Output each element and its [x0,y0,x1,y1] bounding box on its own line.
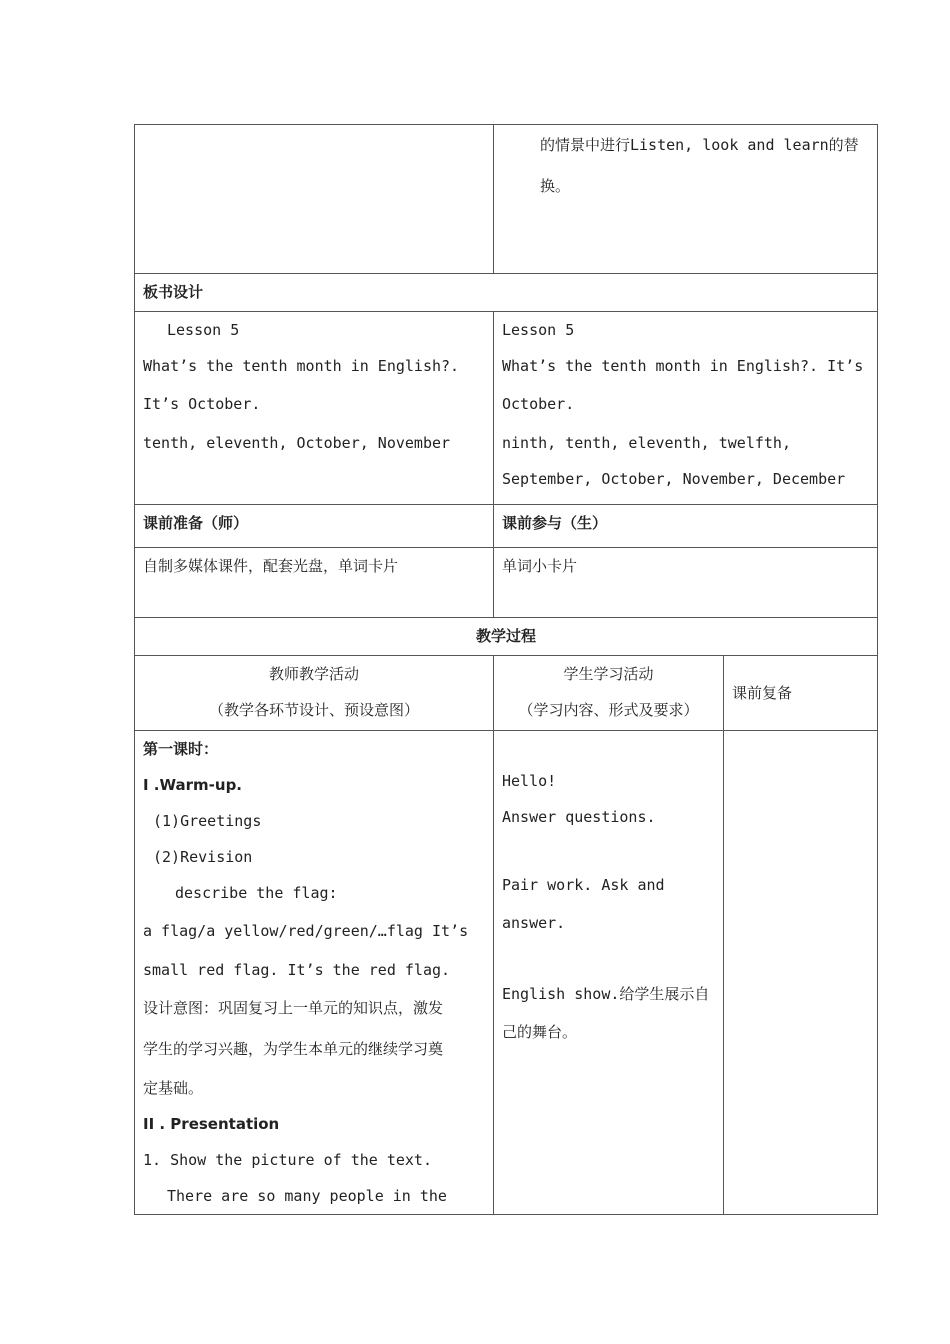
board-design-heading-row [135,274,878,312]
continuation-line-2: 换。 [540,177,571,195]
student-pair-work-2: answer. [502,914,566,932]
design-intent-line-2: 学生的学习兴趣，为学生本单元的继续学习奠 [143,1040,444,1058]
student-english-show-1: English show.给学生展示自 [502,985,710,1003]
board-left-lesson: Lesson 5 [167,321,240,339]
spacer [502,731,715,763]
student-activity-content [494,731,724,1215]
process-heading-row [135,618,878,656]
teacher-preparation-heading: 课前准备（师） [135,505,494,548]
notes-header [724,656,878,731]
student-activity-header [494,656,724,731]
board-right-lesson: Lesson 5 [502,321,575,339]
show-picture-step: 1. Show the picture of the text. [143,1151,432,1169]
board-right-answer: October. [502,395,575,413]
spacer [502,944,715,976]
process-heading: 教学过程 [135,618,878,656]
greetings-step: (1)Greetings [153,812,262,830]
many-people-line: There are so many people in the [167,1187,447,1205]
student-activity-subtitle: （学习内容、形式及要求） [518,701,699,719]
student-hello: Hello! [502,772,557,790]
board-design-left-cell [135,312,494,505]
revision-step: (2)Revision [153,848,253,866]
student-preparation-heading: 课前参与（生） [494,505,878,548]
teacher-preparation-content: 自制多媒体课件，配套光盘，单词卡片 [135,548,494,618]
lesson-content-row [135,731,878,1215]
lesson-plan-table [134,124,878,1215]
preparation-heading-row [135,505,878,548]
board-left-answer: It’s October. [143,395,261,413]
board-left-words: tenth, eleventh, October, November [143,434,451,452]
notes-content [724,731,878,1215]
design-intent-line-3: 定基础。 [143,1079,204,1097]
board-left-question: What’s the tenth month in English?. [143,357,460,375]
board-design-right-cell [494,312,878,505]
student-preparation-content: 单词小卡片 [494,548,878,618]
board-design-content-row [135,312,878,505]
teacher-activity-subtitle: （教学各环节设计、预设意图） [208,701,419,719]
student-activity-title: 学生学习活动 [563,665,654,683]
warmup-title: I .Warm-up. [143,776,243,794]
presentation-title: II . Presentation [143,1115,280,1133]
teacher-activity-title: 教师教学活动 [268,665,359,683]
design-intent-line-1: 设计意图：巩固复习上一单元的知识点，激发 [143,999,444,1017]
flags-line-1: a flag/a yellow/red/green/…flag It’s [143,922,469,940]
board-right-question: What’s the tenth month in English?. It’s [502,357,864,375]
notes-header-title: 课前复备 [732,684,793,702]
flags-line-2: small red flag. It’s the red flag. [143,961,451,979]
student-answer-questions: Answer questions. [502,808,656,826]
continuation-row [135,125,878,274]
spacer [502,835,715,867]
teacher-activity-header [135,656,494,731]
student-english-show-2: 己的舞台。 [502,1023,578,1041]
process-column-header-row [135,656,878,731]
board-design-heading: 板书设计 [135,274,878,312]
preparation-content-row [135,548,878,618]
continuation-left-cell [135,125,494,274]
describe-flag-line: describe the flag: [175,884,338,902]
teacher-activity-content [135,731,494,1215]
period-title: 第一课时： [143,740,219,758]
continuation-right-cell [494,125,878,274]
board-right-ordinals: ninth, tenth, eleventh, twelfth, [502,434,791,452]
board-right-months: September, October, November, December [502,470,846,488]
continuation-line-1: 的情景中进行Listen, look and learn的替 [540,136,859,154]
student-pair-work-1: Pair work. Ask and [502,876,665,894]
